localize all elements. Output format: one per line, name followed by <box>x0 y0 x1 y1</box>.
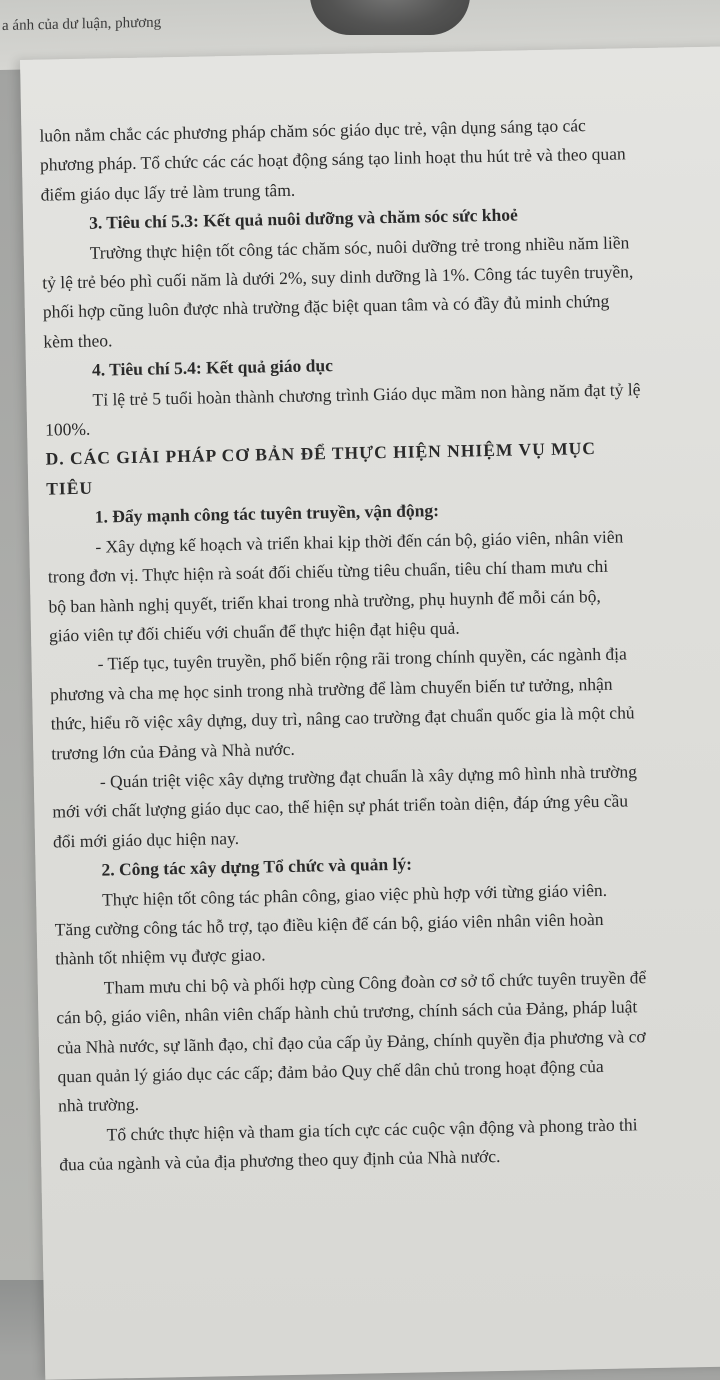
document-page <box>20 46 720 1380</box>
section-d-paragraphs <box>47 491 710 1180</box>
text-line: tỷ lệ trẻ béo phì cuối năm là dưới 2%, suy dinh dưỡng là 1%. Công tác tuyên truyền, <box>42 261 634 293</box>
text-line: của Nhà nước, sự lãnh đạo, chỉ đạo của cấp ủy Đảng, chính quyền địa phương và cơ <box>56 1025 646 1058</box>
text-line: quan quản lý giáo dục các cấp; đảm bảo Quy chế dân chủ trong hoạt động của <box>57 1055 604 1087</box>
text-line: trong đơn vị. Thực hiện rà soát đối chiếu từng tiêu chuẩn, tiêu chí tham mưu chi <box>47 555 609 587</box>
text-line: kèm theo. <box>43 330 113 352</box>
text-line: Trường thực hiện tốt công tác chăm sóc, nuôi dưỡng trẻ trong nhiều năm liền <box>89 231 630 263</box>
text-line: cán bộ, giáo viên, nhân viên chấp hành chủ trương, chính sách của Đảng, pháp luật <box>56 996 638 1028</box>
text-line: - Quán triệt việc xây dựng trường đạt chuẩn là xây dựng mô hình nhà trường <box>99 761 638 792</box>
text-line: đổi mới giáo dục hiện nay. <box>52 827 240 852</box>
text-line: mới với chất lượng giáo dục cao, thể hiện sự phát triển toàn diện, đáp ứng yêu cầu <box>52 790 629 822</box>
text-line: trương lớn của Đảng và Nhà nước. <box>51 738 296 764</box>
text-line: luôn nắm chắc các phương pháp chăm sóc giáo dục trẻ, vận dụng sáng tạo các <box>39 115 587 146</box>
text-line: phối hợp cũng luôn được nhà trường đặc biệt quan tâm và có đầy đủ minh chứng <box>42 291 610 323</box>
text-line: đua của ngành và của địa phương theo quy định của Nhà nước. <box>59 1146 501 1175</box>
previous-page-text: a ánh của dư luận, phương <box>2 14 162 34</box>
text-line: phương pháp. Tổ chức các các hoạt động sáng tạo linh hoạt thu hút trẻ và theo quan <box>39 143 626 176</box>
section-heading: 1. Đẩy mạnh công tác tuyên truyền, vận động: <box>94 500 440 527</box>
text-line: Tăng cường công tác hỗ trợ, tạo điều kiện để cán bộ, giáo viên nhân viên hoàn <box>54 908 604 940</box>
section-heading: 3. Tiêu chí 5.3: Kết quả nuôi dưỡng và chăm sóc sức khoẻ <box>88 204 518 233</box>
text-line: Tham mưu chi bộ và phối hợp cùng Công đoàn cơ sở tổ chức tuyên truyền để <box>103 966 647 998</box>
section-heading: 2. Công tác xây dựng Tổ chức và quản lý: <box>101 853 413 880</box>
section-d-heading-line1: D. CÁC GIẢI PHÁP CƠ BẢN ĐỂ THỰC HIỆN NHIỆM VỤ MỤC <box>45 438 597 470</box>
text-line: - Xây dựng kế hoạch và triển khai kịp thời đến cán bộ, giáo viên, nhân viên <box>95 526 624 557</box>
text-line: nhà trường. <box>57 1094 140 1116</box>
section-heading: 4. Tiêu chí 5.4: Kết quả giáo dục <box>91 355 334 380</box>
text-line: Tỉ lệ trẻ 5 tuổi hoàn thành chương trình Giáo dục mầm non hàng năm đạt tỷ lệ <box>92 378 641 410</box>
text-line: 100%. <box>44 418 91 440</box>
document-body <box>39 109 709 1180</box>
text-line: Tổ chức thực hiện và tham gia tích cực các cuộc vận động và phong trào thi <box>106 1114 638 1145</box>
text-line: phương và cha mẹ học sinh trong nhà trường để làm chuyển biến tư tưởng, nhận <box>49 673 613 705</box>
section-d-heading-line2: TIÊU <box>46 477 94 499</box>
text-line: điểm giáo dục lấy trẻ làm trung tâm. <box>40 179 296 205</box>
text-line: thành tốt nhiệm vụ được giao. <box>55 944 266 969</box>
text-line: thức, hiểu rõ việc xây dựng, duy trì, nâng cao trường đạt chuẩn quốc gia là một chủ <box>50 702 635 734</box>
text-line: giáo viên tự đối chiếu với chuẩn để thực hiện đạt hiệu quả. <box>48 617 460 646</box>
body-paragraphs <box>39 109 695 445</box>
text-line: - Tiếp tục, tuyên truyền, phổ biến rộng rãi trong chính quyền, các ngành địa <box>97 643 627 674</box>
text-line: bộ ban hành nghị quyết, triển khai trong nhà trường, phụ huynh để mỗi cán bộ, <box>48 585 601 617</box>
binder-clip-shadow <box>310 0 470 35</box>
text-line: Thực hiện tốt công tác phân công, giao việc phù hợp với từng giáo viên. <box>101 879 608 910</box>
